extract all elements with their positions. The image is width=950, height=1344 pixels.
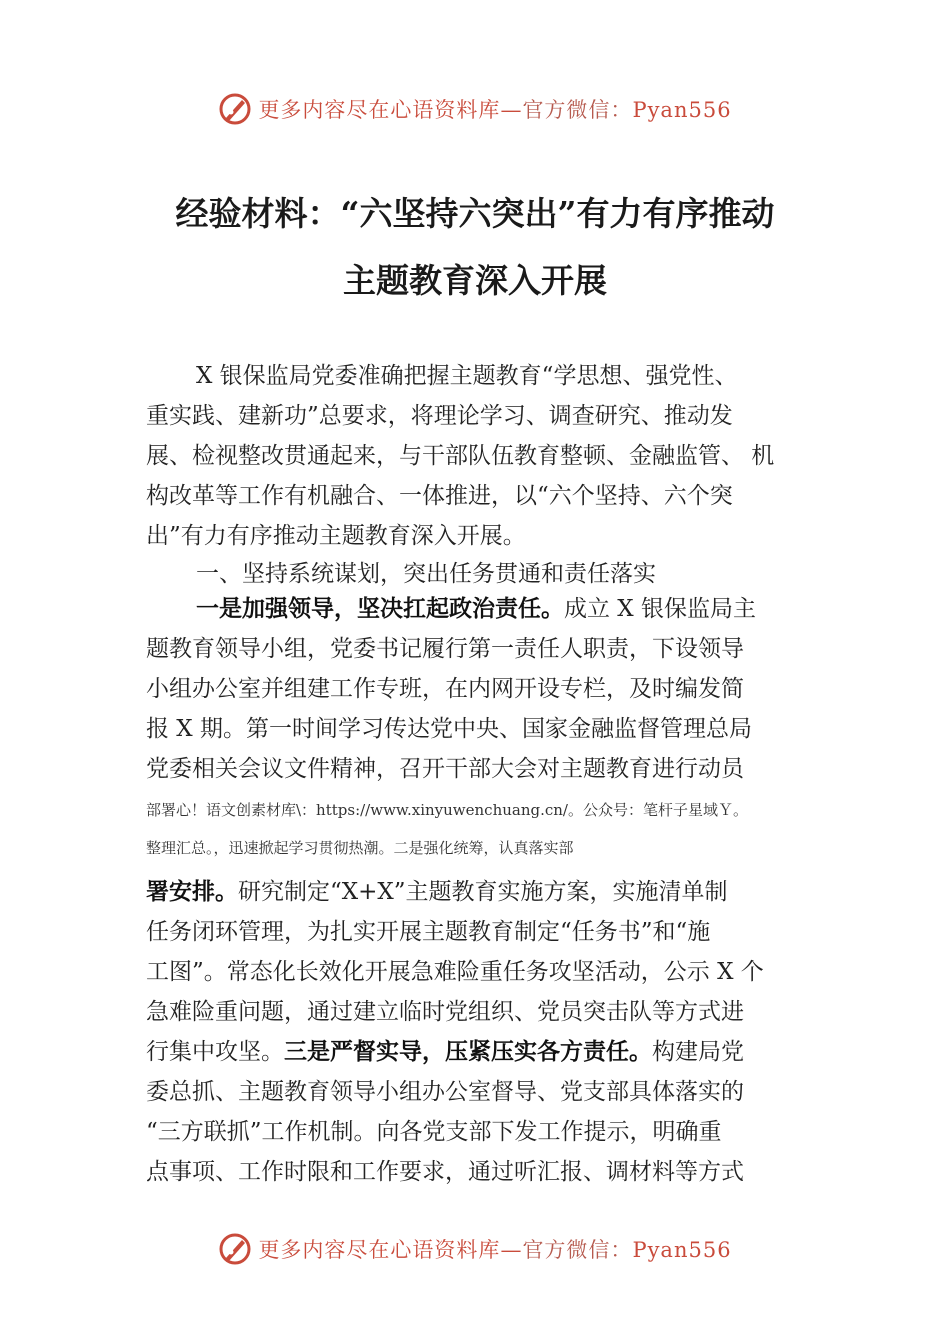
text-line: 报 X 期。第一时间学习传达党中央、国家金融监督管理总局 [146, 716, 752, 742]
text-line: 出”有力有序推动主题教育深入开展。 [146, 523, 526, 549]
footer-banner [0, 1232, 950, 1272]
text-line: X 银保监局党委准确把握主题教育“学思想、强党性、 [196, 363, 738, 389]
lead-sentence: 一是加强领导，坚决扛起政治责任。 [196, 596, 564, 622]
text-line: 构改革等工作有机融合、一体推进，以“六个坚持、六个突 [146, 483, 733, 509]
intro-paragraph [146, 356, 836, 556]
paragraph-2 [146, 872, 836, 1192]
lead-sentence: 三是严督实导，压紧压实各方责任。 [284, 1039, 652, 1065]
text-line: 一是加强领导，坚决扛起政治责任。成立 X 银保监局主 [196, 596, 756, 622]
section-heading: 一、坚持系统谋划，突出任务贯通和责任落实 [196, 561, 656, 587]
note-line: 整理汇总。，迅速掀起学习贯彻热潮。二是强化统筹，认真落实部 [146, 839, 574, 857]
document-title-line-2: 主题教育深入开展 [343, 261, 607, 300]
text-line: 署安排。研究制定“X+X”主题教育实施方案，实施清单制 [146, 879, 728, 905]
text-line: 急难险重问题，通过建立临时党组织、党员突击队等方式进 [146, 999, 744, 1025]
text-line: 重实践、建新功”总要求，将理论学习、调查研究、推动发 [146, 403, 733, 429]
text-line: 点事项、工作时限和工作要求，通过听汇报、调材料等方式 [146, 1159, 744, 1185]
banner-text: 更多内容尽在心语资料库—官方微信：Pyan556 [258, 98, 732, 122]
text-line: 展、检视整改贯通起来，与干部队伍教育整顿、金融监管、 机 [146, 443, 775, 469]
pen-logo-icon [218, 92, 252, 126]
text-line: 工图”。常态化长效化开展急难险重任务攻坚活动，公示 X 个 [146, 959, 764, 985]
text-line: 委总抓、主题教育领导小组办公室督导、党支部具体落实的 [146, 1079, 744, 1105]
text-line: 任务闭环管理，为扎实开展主题教育制定“任务书”和“施 [146, 919, 711, 945]
text-line: 小组办公室并组建工作专班，在内网开设专栏，及时编发简 [146, 676, 744, 702]
text-line: “三方联抓”工作机制。向各党支部下发工作提示，明确重 [146, 1119, 722, 1145]
paragraph-1 [146, 589, 836, 789]
header-banner [0, 92, 950, 132]
pen-logo-icon [218, 1232, 252, 1266]
banner-text: 更多内容尽在心语资料库—官方微信：Pyan556 [258, 1238, 732, 1262]
text-line: 行集中攻坚。三是严督实导，压紧压实各方责任。构建局党 [146, 1039, 744, 1065]
lead-sentence: 署安排。 [146, 879, 238, 905]
inserted-note [146, 791, 846, 867]
text-line: 题教育领导小组，党委书记履行第一责任人职责，下设领导 [146, 636, 744, 662]
text-line: 党委相关会议文件精神，召开干部大会对主题教育进行动员 [146, 756, 744, 782]
document-title-line-1: 经验材料：“六坚持六突出”有力有序推动 [175, 194, 775, 233]
note-line: 部署心！语文创素材库\：https://www.xinyuwenchuang.cn/。公众号：笔杆子星域Ｙ。 [146, 801, 748, 819]
